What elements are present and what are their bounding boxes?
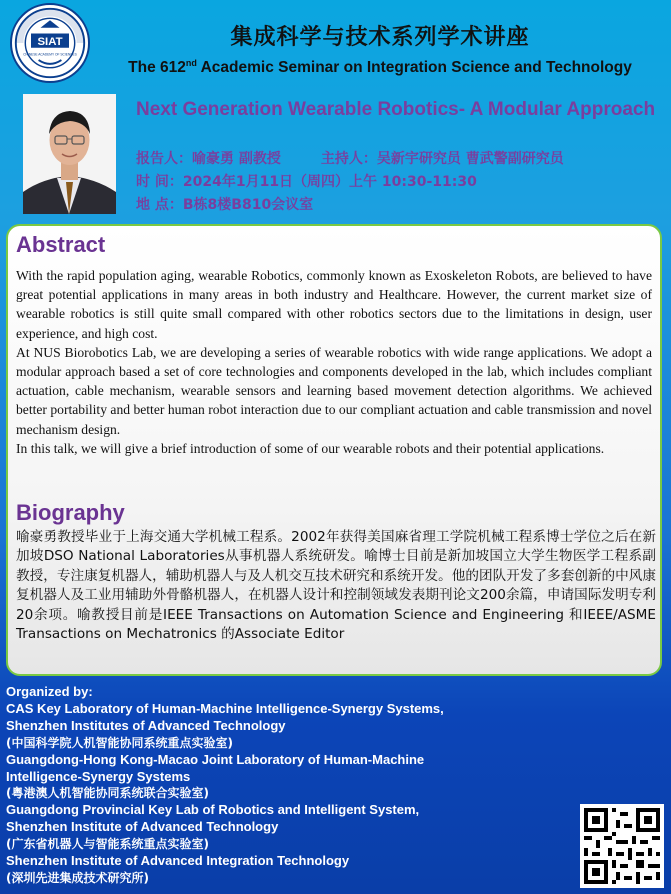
talk-title: Next Generation Wearable Robotics- A Modular Approach [136, 99, 656, 120]
abstract-body [16, 266, 652, 458]
title-en-suffix: Academic Seminar on Integration Science and Technology [196, 59, 632, 77]
content-card [6, 224, 662, 676]
organizer-line: (深圳先进集成技术研究所) [6, 870, 149, 885]
logo-sub-text: CHINESE ACADEMY OF SCIENCES [23, 52, 77, 57]
organizer-line: Intelligence-Synergy Systems [6, 768, 191, 784]
speaker-label: 报告人：喻豪勇 副教授 [136, 151, 281, 167]
biography-body: 喻豪勇教授毕业于上海交通大学机械工程系。2002年获得美国麻省理工学院机械工程系博士学位之后在新加坡DSO National Laboratories从事机器人系统研发。喻博士目前是新加坡国立大学生物医学工程系副教授，专注康复机器人，辅助机器人与及人机交互技术研究和系统开发。他的团队开发了多套创新的中风康复机器人及工业用辅助外骨骼机器人，在机器人设计和控制领域发表期刊论文200余篇，申请国际发明专利20余项。喻教授目前是IEEE Transactions on Automation Science and Engineering 和IEEE/ASME Transactions on Mechatronics 的Associate Editor [16, 529, 656, 643]
abstract-paragraph: At NUS Biorobotics Lab, we are developing a series of wearable robotics with wide range applications. We adopt a modular approach based a set of core technologies and components developed in the lab, which includes compliant actuation, cable mechanism, wearable sensors and learning based movement detection algorithms. We achieved better portability and better human robot interaction due to our compliant actuation and cable transmission and novel mechanism design. [16, 344, 652, 437]
organizers-heading: Organized by: [6, 684, 93, 699]
abstract-paragraph: With the rapid population aging, wearable Robotics, commonly known as Exoskeleton Robots, are believed to have great potential applications in many areas in both industry and Healthcare. However, the current market size of wearable robotics is still quite small compared with other robotics sectors due to the limitations in design, user experience, and high cost. [16, 268, 652, 341]
speaker-photo [23, 94, 116, 214]
location-label: 地 点：B栋8楼B810会议室 [136, 197, 314, 213]
abstract-heading: Abstract [16, 232, 106, 257]
organizer-line: CAS Key Laboratory of Human-Machine Intelligence-Synergy Systems, [6, 700, 444, 716]
seminar-title-en [100, 58, 660, 77]
organizer-line: Guangdong Provincial Key Lab of Robotics and Intelligent System, [6, 802, 420, 818]
siat-logo-graphic [12, 5, 88, 81]
abstract-paragraph: In this talk, we will give a brief introduction of some of our wearable robots and their potential applications. [16, 440, 605, 456]
title-en-prefix: The 612 [128, 59, 186, 77]
organizer-line: Guangdong-Hong Kong-Macao Joint Laboratory of Human-Machine [6, 751, 425, 767]
organizer-line: (粤港澳人机智能协同系统联合实验室) [6, 786, 209, 801]
biography-heading: Biography [16, 500, 125, 525]
organizer-line: Shenzhen Institute of Advanced Integration Technology [6, 853, 350, 869]
time-label: 时 间：2024年1月11日（周四）上午 10:30-11:30 [136, 174, 477, 190]
host-label: 主持人：吴新宇研究员 曹武警副研究员 [320, 151, 564, 167]
organizer-line: (广东省机器人与智能系统重点实验室) [6, 837, 209, 852]
title-en-ordinal: nd [185, 58, 197, 68]
organizer-line: Shenzhen Institute of Advanced Technology [6, 819, 279, 835]
qr-code[interactable] [580, 804, 664, 888]
organizers-block [6, 684, 566, 887]
speaker-host-line [136, 148, 656, 168]
organizer-line: Shenzhen Institutes of Advanced Technology [6, 717, 286, 733]
seminar-title-cn: 集成科学与技术系列学术讲座 [230, 25, 530, 50]
organizer-line: (中国科学院人机智能协同系统重点实验室) [6, 735, 233, 750]
logo-text: SIAT [37, 35, 63, 48]
siat-logo [10, 3, 90, 83]
